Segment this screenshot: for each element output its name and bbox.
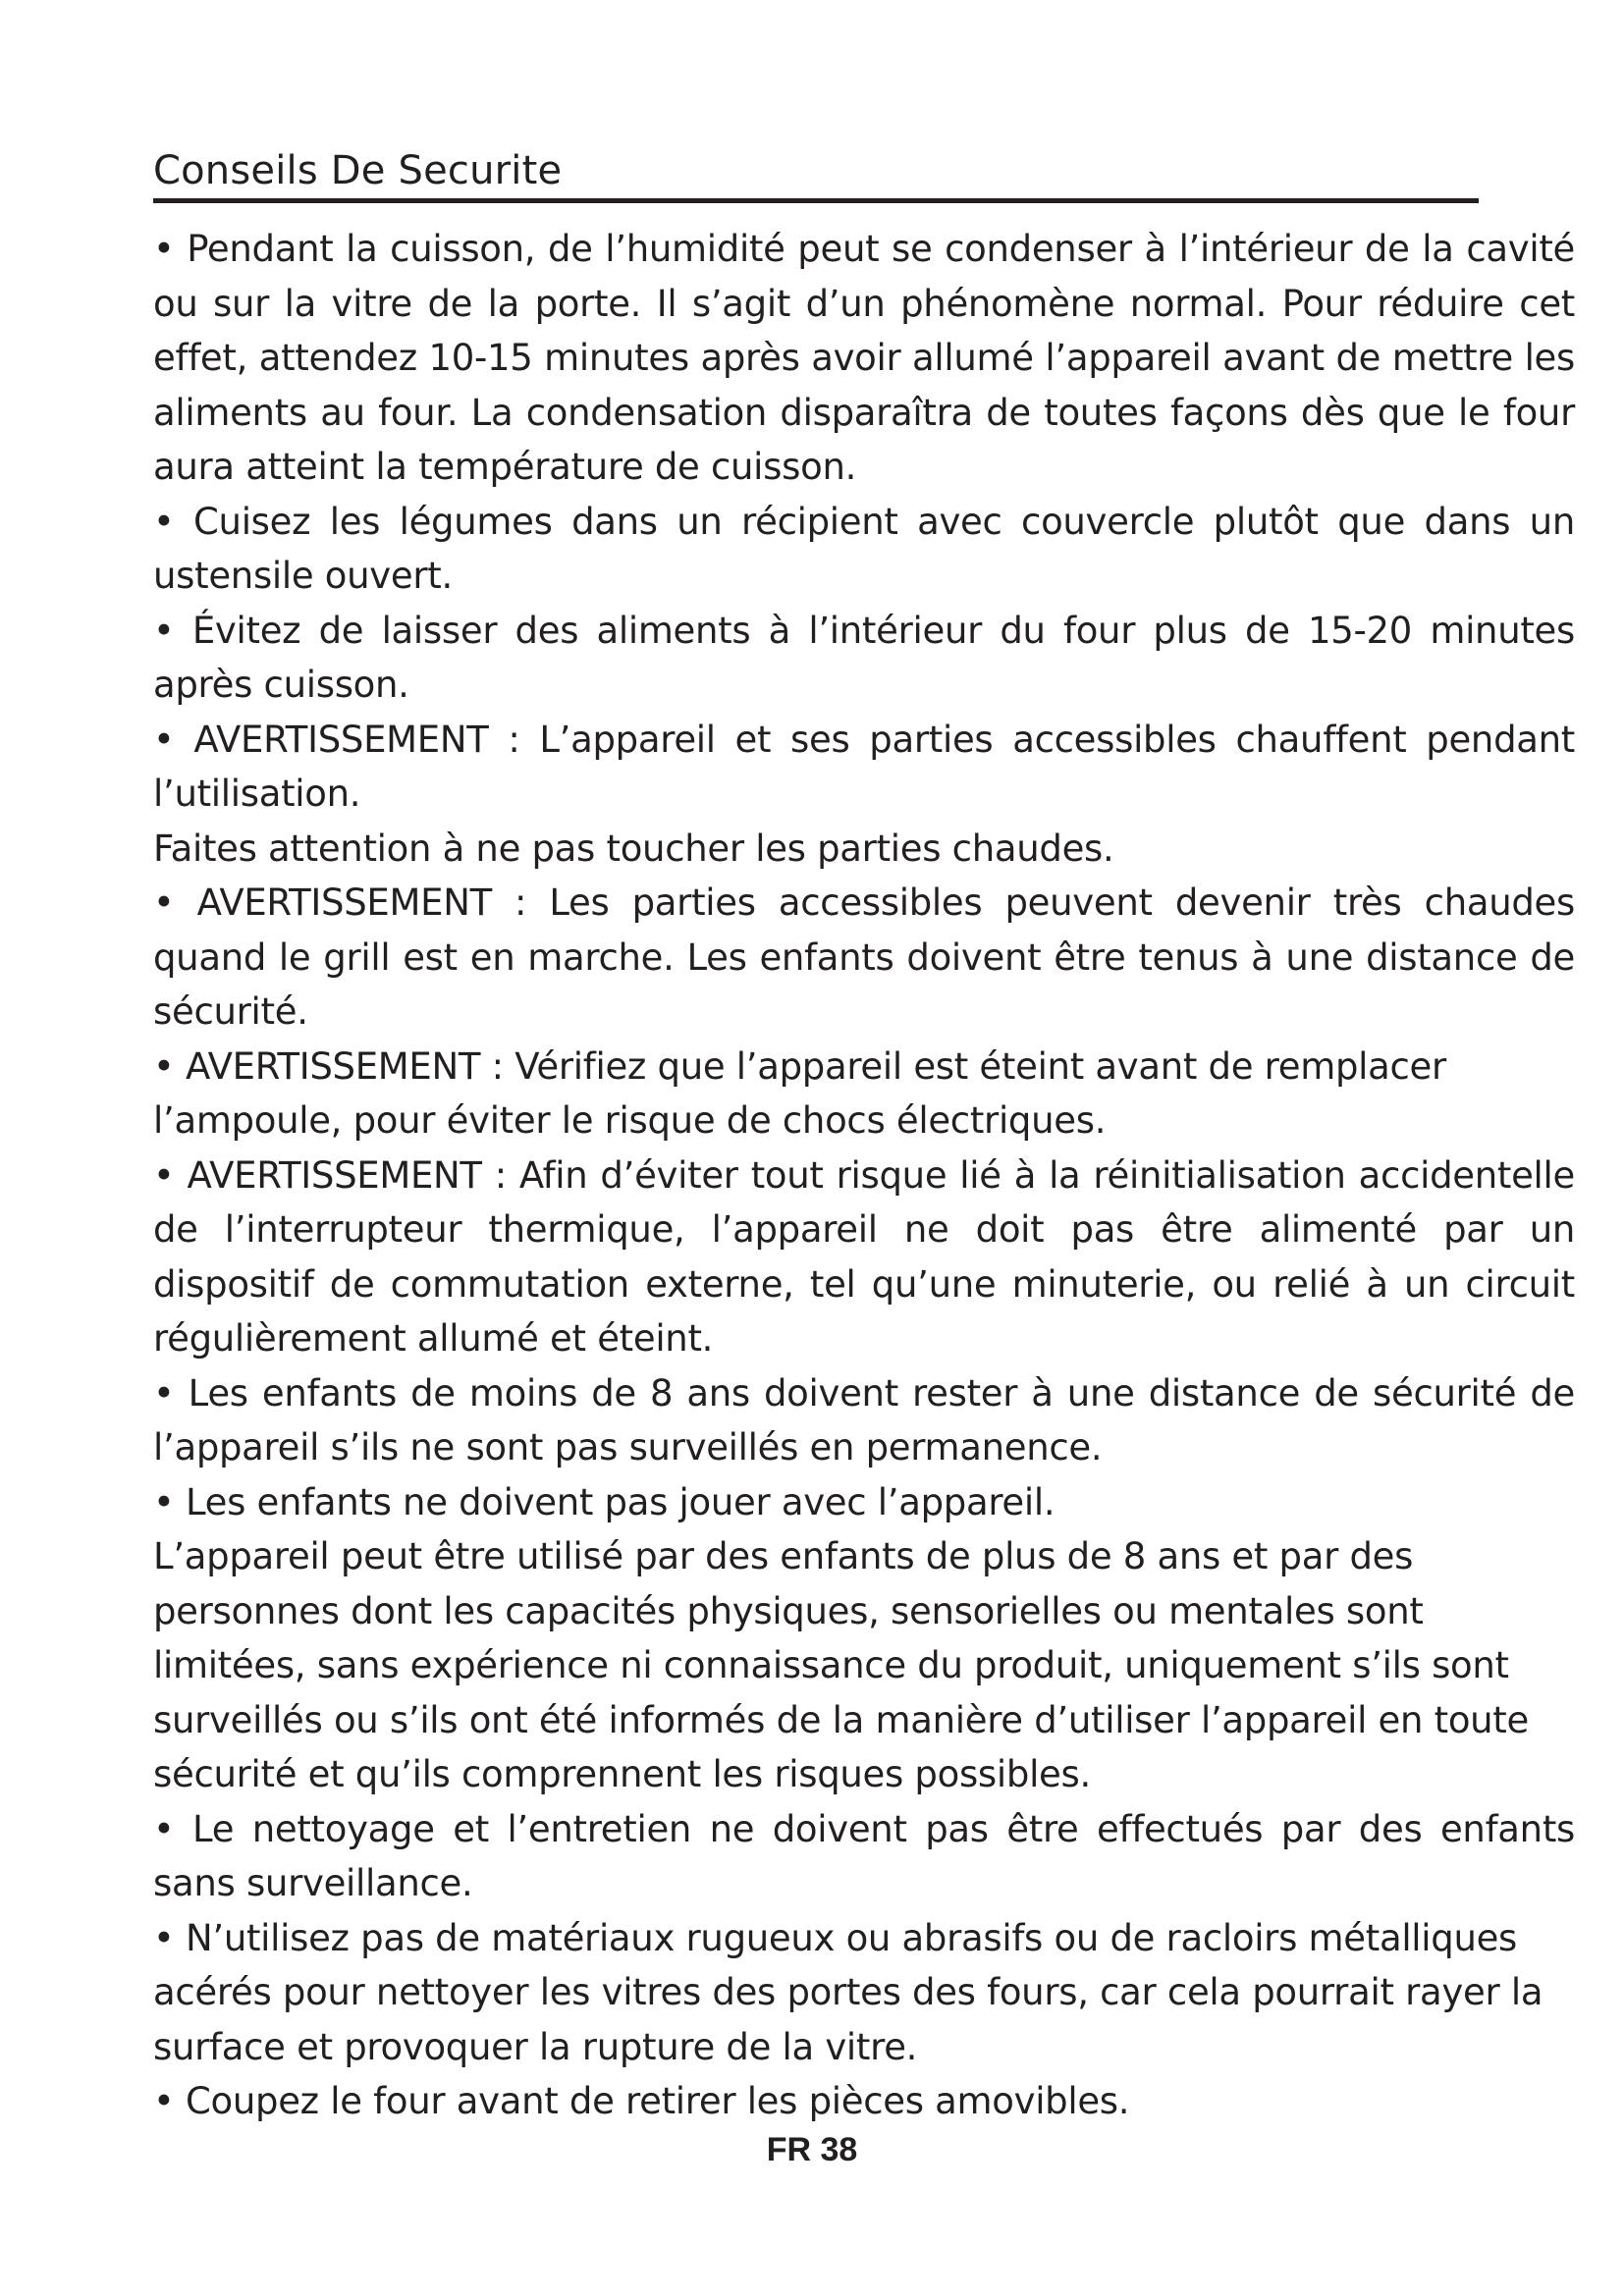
paragraph-warning-thermal-cutout: • AVERTISSEMENT : Afin d’éviter tout risque lié à la réinitialisation accidentelle de l’interrupteur thermique, l’appareil ne doit pas être alimenté par un dispositif de commutation externe, tel qu’une minuterie, ou relié à un circuit régulièrement allumé et éteint. [153,1153,1575,1360]
paragraph-warning-lamp: • AVERTISSEMENT : Vérifiez que l’appareil est éteint avant de remplacer l’ampoule, pour éviter le risque de chocs électriques. [153,1044,1446,1142]
paragraph-condensation: • Pendant la cuisson, de l’humidité peut se condenser à l’intérieur de la cavité ou sur la vitre de la porte. Il s’agit d’un phénomène normal. Pour réduire cet effet, attendez 10-15 minutes après avoir allumé l’appareil avant de mettre les aliments au four. La condensation disparaîtra de toutes façons dès que le four aura atteint la température de cuisson. [153,228,1575,488]
paragraph-switch-off: • Coupez le four avant de retirer les pièces amovibles. [153,2080,1130,2122]
section-title: Conseils De Securite [153,145,1479,203]
paragraph-supervised-use: L’appareil peut être utilisé par des enfants de plus de 8 ans et par des personnes dont les capacités physiques, sensorielles ou mentales sont limitées, sans expérience ni connaissance du produit, uniquement s’ils sont surveillés ou s’ils ont été informés de la manière d’utiliser l’appareil en toute sécurité et qu’ils comprennent les risques possibles. [153,1535,1529,1795]
paragraph-warning-grill: • AVERTISSEMENT : Les parties accessibles peuvent devenir très chaudes quand le grill est en marche. Les enfants doivent être tenus à une distance de sécurité. [153,881,1575,1033]
paragraph-vegetables: • Cuisez les légumes dans un récipient avec couvercle plutôt que dans un ustensile ouvert. [153,500,1575,597]
safety-advice-text [153,222,1575,2129]
paragraph-hot-parts-caution: Faites attention à ne pas toucher les parties chaudes. [153,827,1114,870]
paragraph-children-play: • Les enfants ne doivent pas jouer avec l’appareil. [153,1480,1056,1523]
paragraph-children-distance: • Les enfants de moins de 8 ans doivent rester à une distance de sécurité de l’appareil s’ils ne sont pas surveillés en permanence. [153,1371,1575,1468]
paragraph-warning-hot-parts: • AVERTISSEMENT : L’appareil et ses parties accessibles chauffent pendant l’utilisation. [153,718,1575,815]
paragraph-leave-food: • Évitez de laisser des aliments à l’intérieur du four plus de 15-20 minutes après cuisson. [153,609,1575,706]
paragraph-cleaning-children: • Le nettoyage et l’entretien ne doivent pas être effectués par des enfants sans surveillance. [153,1807,1575,1904]
paragraph-abrasive-materials: • N’utilisez pas de matériaux rugueux ou abrasifs ou de racloirs métalliques acérés pour nettoyer les vitres des portes des fours, car cela pourrait rayer la surface et provoquer la rupture de la vitre. [153,1916,1543,2068]
page-number: FR 38 [766,2131,858,2168]
